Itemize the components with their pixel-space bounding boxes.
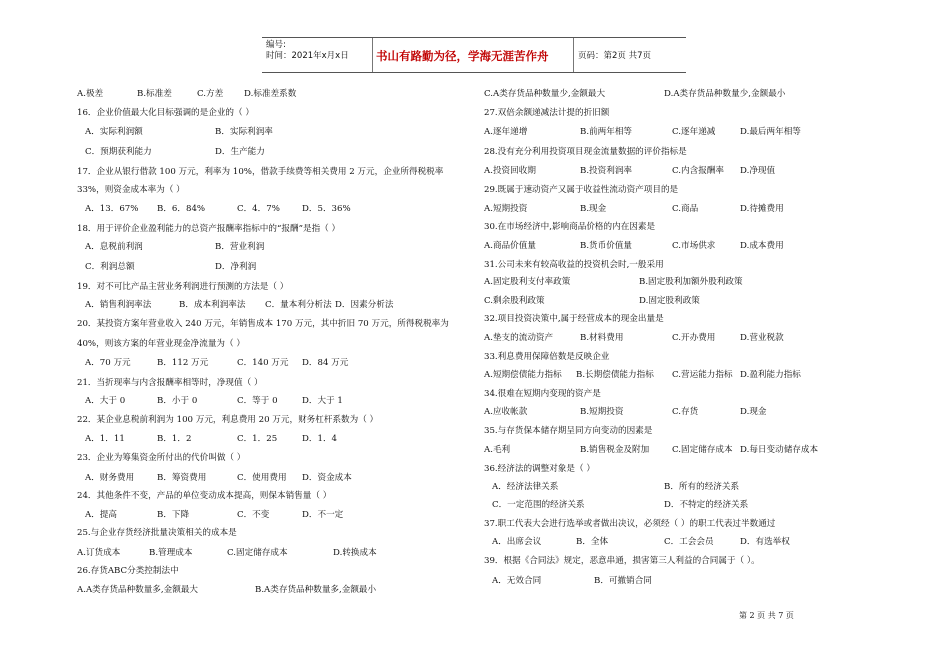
question-text: 25.与企业存货经济批量决策相关的成本是 — [77, 528, 237, 538]
question-text: 16．企业价值最大化目标强调的是企业的（ ） — [77, 108, 254, 118]
answer-option: B．成本利润率法 — [179, 300, 246, 310]
answer-option: B.管理成本 — [149, 548, 193, 558]
answer-option: D．因素分析法 — [335, 300, 394, 310]
answer-option: D．资金成本 — [302, 473, 352, 483]
answer-option: C.方差 — [197, 89, 224, 99]
question-text: 17．企业从银行借款 100 万元，利率为 10%，借款手续费等相关费用 2 万元，企业所得税税率 — [77, 167, 444, 177]
answer-option: D.最后两年相等 — [740, 127, 801, 137]
question-text: 27.双倍余额递减法计提的折旧额 — [484, 108, 610, 118]
answer-option: B.销售税金及附加 — [580, 445, 650, 455]
answer-option: A．13．67% — [85, 204, 139, 214]
answer-option: B．所有的经济关系 — [664, 482, 740, 492]
question-text: 40%，则该方案的年营业现金净流量为（ ） — [77, 339, 245, 349]
answer-option: A.短期偿债能力指标 — [484, 370, 562, 380]
answer-option: C．工会会员 — [664, 537, 714, 547]
answer-option: D.净现值 — [740, 166, 776, 176]
page-info: 页码：第2页 共7页 — [578, 51, 652, 61]
answer-option: B.货币价值量 — [580, 241, 633, 251]
answer-option: D.营业税款 — [740, 333, 784, 343]
answer-option: D．生产能力 — [215, 147, 265, 157]
answer-option: A．大于 0 — [85, 396, 126, 406]
question-text: 19．对不可比产品主营业务利润进行预测的方法是（ ） — [77, 282, 289, 292]
answer-option: C．1．25 — [237, 434, 278, 444]
answer-option: C.固定储存成本 — [672, 445, 733, 455]
answer-option: A．经济法律关系 — [492, 482, 559, 492]
answer-option: D.转换成本 — [333, 548, 377, 558]
answer-option: C．预期获利能力 — [85, 147, 152, 157]
answer-option: D.待摊费用 — [740, 204, 784, 214]
header-divider — [372, 38, 373, 72]
answer-option: B.长期偿债能力指标 — [576, 370, 654, 380]
answer-option: B．营业利润 — [215, 242, 265, 252]
answer-option: B．112 万元 — [157, 358, 209, 368]
header-divider — [573, 38, 574, 72]
motto: 书山有路勤为径，学海无涯苦作舟 — [376, 49, 549, 63]
question-text: 21．当折现率与内含报酬率相等时，净现值（ ） — [77, 378, 263, 388]
answer-option: C.剩余股利政策 — [484, 296, 545, 306]
answer-option: D.现金 — [740, 407, 767, 417]
answer-option: A．实际利润额 — [85, 127, 143, 137]
question-text: 29.既属于速动资产又属于收益性流动资产项目的是 — [484, 185, 679, 195]
answer-option: D．1．4 — [302, 434, 338, 444]
question-text: 33%，则资金成本率为（ ） — [77, 185, 185, 195]
answer-option: C.A类存货品种数量少,金额最大 — [484, 89, 606, 99]
question-text: 23．企业为筹集资金所付出的代价叫做（ ） — [77, 453, 246, 463]
answer-option: C．140 万元 — [237, 358, 289, 368]
answer-option: A.极差 — [77, 89, 104, 99]
answer-option: B.前两年相等 — [580, 127, 633, 137]
answer-option: B．下降 — [157, 510, 190, 520]
answer-option: C.市场供求 — [672, 241, 716, 251]
answer-option: B.固定股利加额外股利政策 — [639, 277, 743, 287]
question-text: 20．某投资方案年营业收入 240 万元，年销售成本 170 万元，其中折旧 70 万元，所得税税率为 — [77, 319, 449, 329]
answer-option: A．70 万元 — [85, 358, 131, 368]
answer-option: A．出席会议 — [492, 537, 542, 547]
page-footer: 第 2 页 共 7 页 — [739, 611, 794, 620]
answer-option: B．可撤销合同 — [594, 576, 652, 586]
answer-option: A．销售利润率法 — [85, 300, 152, 310]
answer-option: C.存货 — [672, 407, 699, 417]
answer-option: C．使用费用 — [237, 473, 287, 483]
answer-option: B．小于 0 — [157, 396, 198, 406]
answer-option: D．净利润 — [215, 262, 257, 272]
question-text: 26.存货ABC分类控制法中 — [77, 566, 179, 576]
answer-option: B.标准差 — [137, 89, 172, 99]
question-text: 37.职工代表大会进行选举或者做出决议，必须经（ ）的职工代表过半数通过 — [484, 519, 776, 529]
answer-option: B.短期投资 — [580, 407, 624, 417]
answer-option: C．量本利分析法 — [265, 300, 332, 310]
answer-option: B．实际利润率 — [215, 127, 273, 137]
answer-option: C.固定储存成本 — [227, 548, 288, 558]
answer-option: C．利润总额 — [85, 262, 135, 272]
answer-option: D.标准差系数 — [244, 89, 297, 99]
answer-option: C.开办费用 — [672, 333, 716, 343]
question-text: 18．用于评价企业盈利能力的总资产报酬率指标中的“报酬”是指（ ） — [77, 224, 341, 234]
answer-option: A.应收帐款 — [484, 407, 528, 417]
header-meta — [266, 40, 349, 62]
question-text: 31.公司未来有较高收益的投资机会时,一般采用 — [484, 260, 664, 270]
question-text: 32.项目投资决策中,属于经营成本的现金出量是 — [484, 314, 664, 324]
answer-option: C.内含报酬率 — [672, 166, 724, 176]
answer-option: A.短期投资 — [484, 204, 528, 214]
answer-option: D.每日变动储存成本 — [740, 445, 819, 455]
answer-option: B．1．2 — [157, 434, 192, 444]
answer-option: C.逐年递减 — [672, 127, 716, 137]
answer-option: C．一定范围的经济关系 — [492, 500, 585, 510]
answer-option: A.订货成本 — [77, 548, 121, 558]
question-text: 34.很难在短期内变现的资产是 — [484, 389, 601, 399]
question-text: 24．其他条件不变，产品的单位变动成本提高，则保本销售量（ ） — [77, 491, 332, 501]
answer-option: D．84 万元 — [302, 358, 349, 368]
question-text: 36.经济法的调整对象是（ ） — [484, 464, 595, 474]
number-label: 编号: — [266, 40, 286, 50]
answer-option: B．筹资费用 — [157, 473, 207, 483]
answer-option: C．4．7% — [237, 204, 280, 214]
answer-option: B．6．84% — [157, 204, 206, 214]
answer-option: A．无效合同 — [492, 576, 542, 586]
answer-option: D．5．36% — [302, 204, 351, 214]
answer-option: A．息税前利润 — [85, 242, 143, 252]
answer-option: A.毛利 — [484, 445, 511, 455]
answer-option: B．全体 — [576, 537, 609, 547]
answer-option: D．有选举权 — [740, 537, 790, 547]
question-text: 22．某企业息税前利润为 100 万元，利息费用 20 万元，财务杠杆系数为（ ） — [77, 415, 379, 425]
question-text: 35.与存货保本储存期呈同方向变动的因素是 — [484, 426, 653, 436]
answer-option: B.投资利润率 — [580, 166, 633, 176]
question-text: 30.在市场经济中,影响商品价格的内在因素是 — [484, 222, 656, 232]
time-label: 时间：2021年x月x日 — [266, 51, 349, 61]
answer-option: A.逐年递增 — [484, 127, 528, 137]
answer-option: A．提高 — [85, 510, 117, 520]
question-text: 39．根据《合同法》规定，恶意串通，损害第三人利益的合同属于（ ）。 — [484, 556, 760, 566]
answer-option: A.固定股利支付率政策 — [484, 277, 571, 287]
answer-option: D.成本费用 — [740, 241, 784, 251]
page-header — [262, 37, 686, 73]
answer-option: D．不特定的经济关系 — [664, 500, 749, 510]
answer-option: D.固定股利政策 — [639, 296, 700, 306]
answer-option: C.商品 — [672, 204, 699, 214]
answer-option: D．大于 1 — [302, 396, 343, 406]
answer-option: A.垫支的流动资产 — [484, 333, 554, 343]
answer-option: C．等于 0 — [237, 396, 278, 406]
answer-option: D.盈利能力指标 — [740, 370, 801, 380]
answer-option: D.A类存货品种数量少,金额最小 — [664, 89, 786, 99]
answer-option: A．1．11 — [85, 434, 125, 444]
answer-option: A.A类存货品种数量多,金额最大 — [77, 585, 199, 595]
answer-option: B.材料费用 — [580, 333, 624, 343]
question-text: 28.没有充分利用投资项目现金流量数据的评价指标是 — [484, 147, 687, 157]
answer-option: A．财务费用 — [85, 473, 135, 483]
answer-option: A.商品价值量 — [484, 241, 536, 251]
answer-option: B.现金 — [580, 204, 607, 214]
answer-option: B.A类存货品种数量多,金额最小 — [255, 585, 377, 595]
answer-option: C．不变 — [237, 510, 270, 520]
answer-option: C.营运能力指标 — [672, 370, 733, 380]
answer-option: A.投资回收期 — [484, 166, 536, 176]
question-text: 33.利息费用保障倍数是反映企业 — [484, 352, 610, 362]
answer-option: D．不一定 — [302, 510, 344, 520]
